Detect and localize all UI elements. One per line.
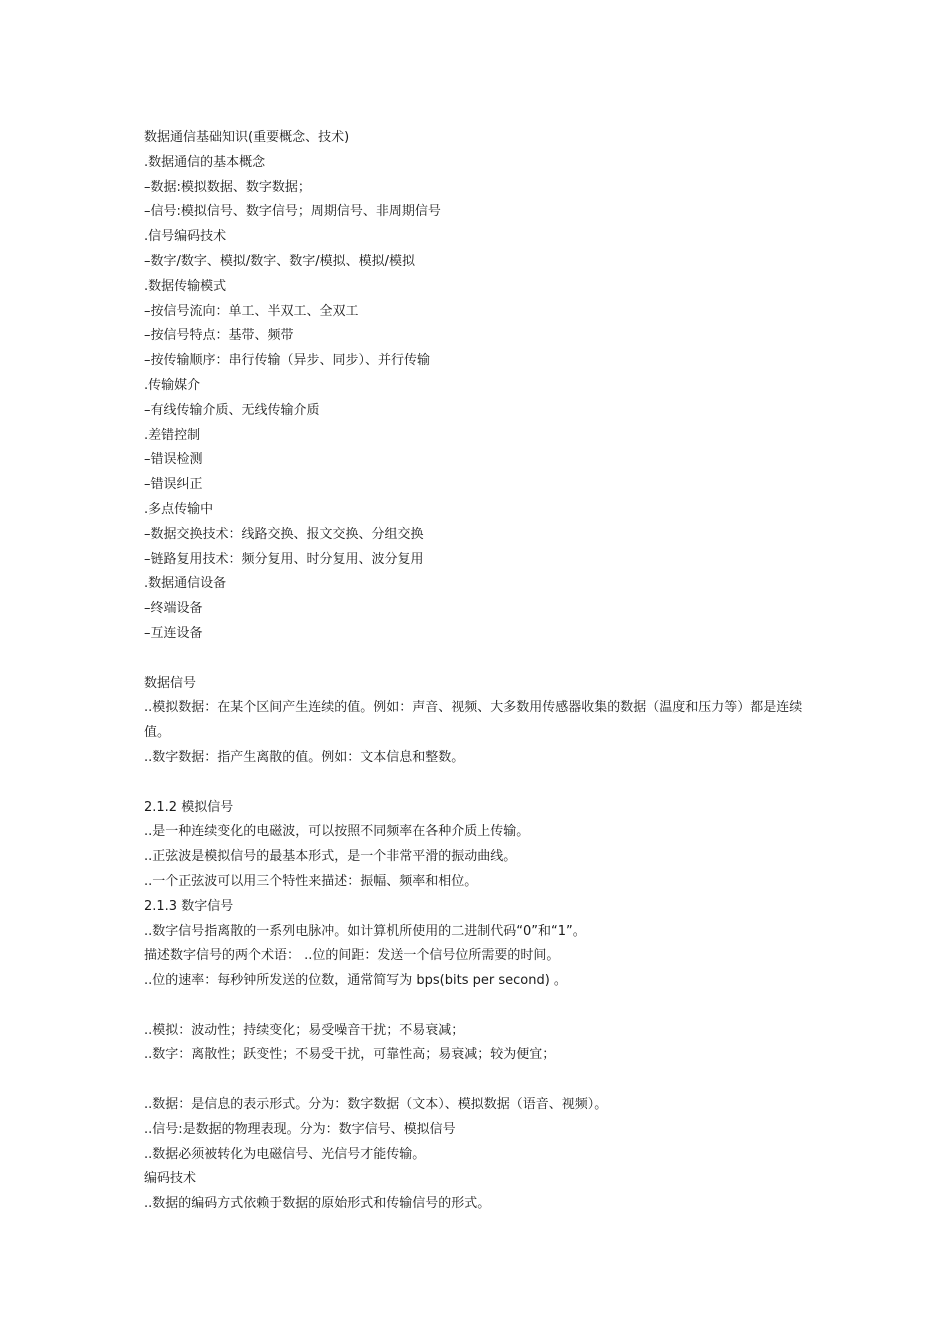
paragraph: ..一个正弦波可以用三个特性来描述：振幅、频率和相位。 <box>144 873 478 889</box>
paragraph: ..数据：是信息的表示形式。分为：数字数据（文本）、模拟数据（语音、视频）。 <box>144 1097 608 1113</box>
outline-item: –有线传输介质、无线传输介质 <box>144 402 320 418</box>
document-page <box>144 126 824 1217</box>
outline-item: –数据:模拟数据、数字数据； <box>144 179 311 195</box>
outline-item: –错误检测 <box>144 452 203 468</box>
paragraph: ..数字数据：指产生离散的值。例如：文本信息和整数。 <box>144 749 465 765</box>
outline-item: –链路复用技术：频分复用、时分复用、波分复用 <box>144 551 424 567</box>
outline-item: .数据传输模式 <box>144 278 227 294</box>
spacer <box>144 1068 824 1093</box>
paragraph: ..数据必须被转化为电磁信号、光信号才能传输。 <box>144 1146 426 1162</box>
paragraph: ..模拟：波动性；持续变化；易受噪音干扰；不易衰减； <box>144 1022 465 1038</box>
paragraph: ..是一种连续变化的电磁波，可以按照不同频率在各种介质上传输。 <box>144 824 530 840</box>
section-heading: 编码技术 <box>144 1171 197 1187</box>
paragraph: 描述数字信号的两个术语： ..位的间距：发送一个信号位所需要的时间。 <box>144 948 560 964</box>
outline-item: .差错控制 <box>144 427 201 443</box>
outline-item: –终端设备 <box>144 601 203 617</box>
outline-item: .传输媒介 <box>144 377 201 393</box>
section-heading: 数据信号 <box>144 675 197 691</box>
doc-title: 数据通信基础知识(重要概念、技术) <box>144 130 350 145</box>
outline-item: –按信号特点：基带、频带 <box>144 328 294 344</box>
outline-item: .数据通信的基本概念 <box>144 154 266 170</box>
outline-item: –按信号流向：单工、半双工、全双工 <box>144 303 359 319</box>
outline-item: –信号:模拟信号、数字信号；周期信号、非周期信号 <box>144 204 441 220</box>
section-heading: 2.1.3 数字信号 <box>144 898 234 914</box>
paragraph: ..数字：离散性；跃变性；不易受干扰，可靠性高；易衰减；较为便宜； <box>144 1047 556 1063</box>
outline-item: .数据通信设备 <box>144 576 227 592</box>
outline-item: –数据交换技术：线路交换、报文交换、分组交换 <box>144 526 424 542</box>
outline-item: .信号编码技术 <box>144 229 227 245</box>
spacer <box>144 647 824 672</box>
paragraph: ..位的速率：每秒钟所发送的位数，通常简写为 bps(bits per second) 。 <box>144 973 567 989</box>
outline-item: –按传输顺序：串行传输（异步、同步）、并行传输 <box>144 353 431 369</box>
paragraph: ..模拟数据：在某个区间产生连续的值。例如：声音、视频、大多数用传感器收集的数据（温度和压力等）都是连续值。 <box>144 700 803 741</box>
outline-item: –错误纠正 <box>144 477 203 493</box>
paragraph: ..数字信号指离散的一系列电脉冲。如计算机所使用的二进制代码“0”和“1”。 <box>144 923 586 939</box>
section-heading: 2.1.2 模拟信号 <box>144 799 234 815</box>
spacer <box>144 771 824 796</box>
outline-item: –数字/数字、模拟/数字、数字/模拟、模拟/模拟 <box>144 253 416 269</box>
paragraph: ..数据的编码方式依赖于数据的原始形式和传输信号的形式。 <box>144 1196 491 1212</box>
outline-item: .多点传输中 <box>144 501 214 517</box>
spacer <box>144 994 824 1019</box>
paragraph: ..信号:是数据的物理表现。分为：数字信号、模拟信号 <box>144 1121 456 1137</box>
paragraph: ..正弦波是模拟信号的最基本形式，是一个非常平滑的振动曲线。 <box>144 849 517 865</box>
outline-item: –互连设备 <box>144 625 203 641</box>
